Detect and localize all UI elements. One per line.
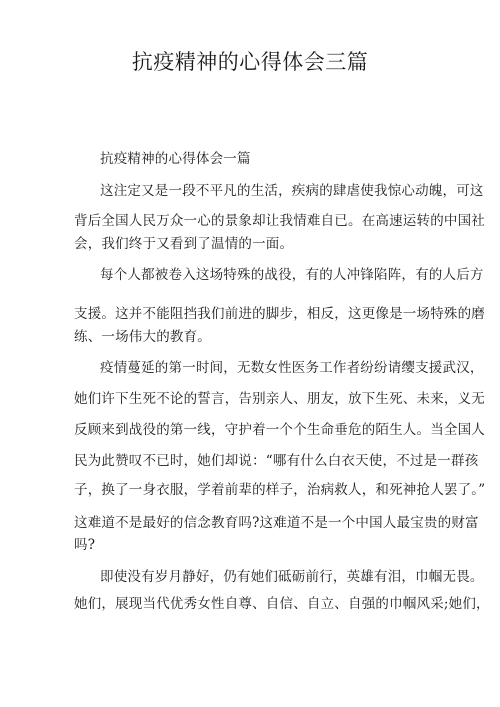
document-title: 抗疫精神的心得体会三篇 xyxy=(131,50,369,74)
text-line: 这注定又是一段不平凡的生活，疾病的肆虐使我惊心动魄，可这 xyxy=(100,183,484,199)
text-line: 吗? xyxy=(74,537,96,553)
text-line: 子，换了一身衣服，学着前辈的样子，治病救人，和死神抢人罢了。” xyxy=(74,482,486,498)
text-line: 她们许下生死不论的誓言，告别亲人、朋友，放下生死、未来，义无 xyxy=(74,391,485,407)
text-line: 背后全国人民万众一心的景象却让我情难自已。在高速运转的中国社 xyxy=(74,213,485,229)
text-line: 练、一场伟大的教育。 xyxy=(74,329,211,345)
text-line: 即使没有岁月静好，仍有她们砥砺前行，英雄有泪，巾帼无畏。 xyxy=(100,569,484,585)
text-line: 反顾来到战役的第一线，守护着一个个生命垂危的陌生人。当全国人 xyxy=(74,422,485,438)
text-line: 会，我们终于又看到了温情的一面。 xyxy=(74,236,294,252)
section-heading: 抗疫精神的心得体会一篇 xyxy=(100,151,251,167)
text-line: 每个人都被卷入这场特殊的战役，有的人冲锋陷阵，有的人后方 xyxy=(100,267,484,283)
text-line: 疫情蔓延的第一时间，无数女性医务工作者纷纷请缨支援武汉， xyxy=(100,360,484,376)
text-line: 这难道不是最好的信念教育吗?这难道不是一个中国人最宝贵的财富 xyxy=(74,515,479,531)
text-line: 她们，展现当代优秀女性自尊、自信、自立、自强的巾帼风采;她们， xyxy=(74,596,490,612)
text-line: 民为此赞叹不已时，她们却说：“哪有什么白衣天使，不过是一群孩 xyxy=(74,453,479,469)
text-line: 支援。这并不能阻挡我们前进的脚步，相反，这更像是一场特殊的磨 xyxy=(74,306,485,322)
